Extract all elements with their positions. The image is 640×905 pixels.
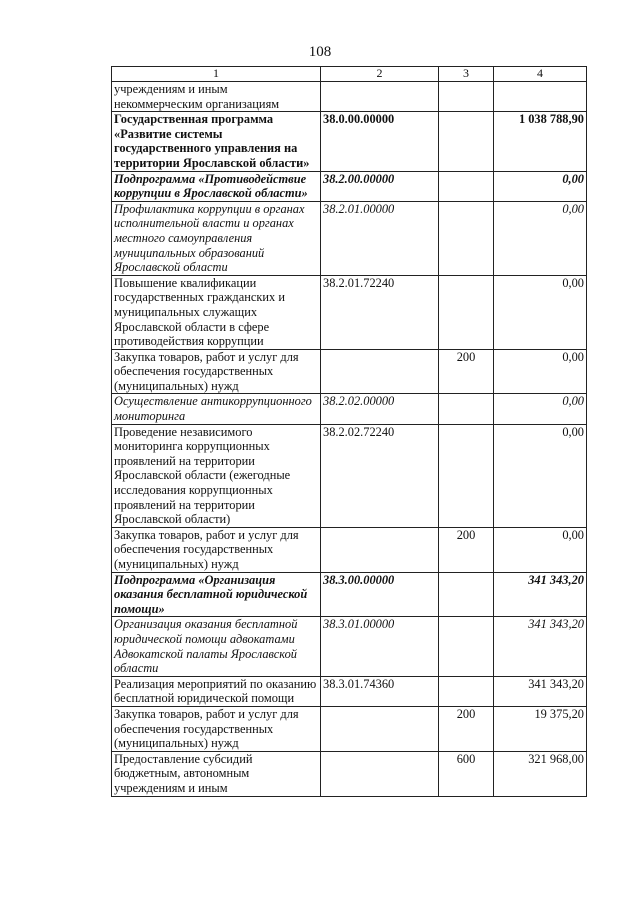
table-row (112, 676, 587, 706)
table-row (112, 394, 587, 424)
table-row (112, 201, 587, 275)
row-group-cell (439, 275, 494, 349)
row-group-cell: 600 (439, 751, 494, 796)
row-group-cell (439, 201, 494, 275)
table-body (112, 82, 587, 797)
row-name-cell: Подпрограмма «Организация оказания бесплатной юридической помощи» (112, 572, 321, 617)
row-amount-cell: 0,00 (494, 349, 587, 394)
table-row (112, 171, 587, 201)
row-group-cell: 200 (439, 349, 494, 394)
row-code-cell: 38.2.02.72240 (321, 424, 439, 527)
table-row (112, 275, 587, 349)
row-group-cell: 200 (439, 706, 494, 751)
row-code-cell (321, 349, 439, 394)
row-name-cell: учреждениям и иным некоммерческим организациям (112, 82, 321, 112)
row-code-cell: 38.3.01.74360 (321, 676, 439, 706)
table-row (112, 527, 587, 572)
row-code-cell: 38.2.00.00000 (321, 171, 439, 201)
row-name-cell: Проведение независимого мониторинга коррупционных проявлений на территории Ярославской области (ежегодные исследования коррупционных проявлений на территории Ярославской области) (112, 424, 321, 527)
row-name-cell: Закупка товаров, работ и услуг для обеспечения государственных (муниципальных) нужд (112, 706, 321, 751)
header-row (112, 67, 587, 82)
row-name-cell: Реализация мероприятий по оказанию бесплатной юридической помощи (112, 676, 321, 706)
row-code-cell: 38.3.00.00000 (321, 572, 439, 617)
row-group-cell (439, 617, 494, 676)
row-name-cell: Государственная программа «Развитие системы государственного управления на территории Ярославской области» (112, 112, 321, 171)
row-amount-cell: 0,00 (494, 394, 587, 424)
header-col-code: 2 (321, 67, 439, 82)
row-code-cell (321, 751, 439, 796)
row-amount-cell: 0,00 (494, 275, 587, 349)
row-name-cell: Повышение квалификации государственных гражданских и муниципальных служащих Ярославской области в сфере противодействия коррупции (112, 275, 321, 349)
table-row (112, 706, 587, 751)
table-row (112, 617, 587, 676)
header-col-name: 1 (112, 67, 321, 82)
row-name-cell: Профилактика коррупции в органах исполнительной власти и органах местного самоуправления муниципальных образований Ярославской области (112, 201, 321, 275)
row-name-cell: Организация оказания бесплатной юридической помощи адвокатами Адвокатской палаты Ярославской области (112, 617, 321, 676)
row-amount-cell: 1 038 788,90 (494, 112, 587, 171)
header-col-amount: 4 (494, 67, 587, 82)
budget-table (111, 66, 587, 797)
row-group-cell: 200 (439, 527, 494, 572)
row-code-cell (321, 527, 439, 572)
row-group-cell (439, 572, 494, 617)
table-row (112, 82, 587, 112)
row-group-cell (439, 112, 494, 171)
row-group-cell (439, 424, 494, 527)
table-row (112, 349, 587, 394)
row-code-cell: 38.2.02.00000 (321, 394, 439, 424)
header-col-group: 3 (439, 67, 494, 82)
row-name-cell: Закупка товаров, работ и услуг для обеспечения государственных (муниципальных) нужд (112, 349, 321, 394)
row-group-cell (439, 82, 494, 112)
row-amount-cell: 341 343,20 (494, 572, 587, 617)
row-group-cell (439, 394, 494, 424)
row-group-cell (439, 171, 494, 201)
row-code-cell: 38.3.01.00000 (321, 617, 439, 676)
row-code-cell: 38.0.00.00000 (321, 112, 439, 171)
row-code-cell (321, 82, 439, 112)
row-code-cell: 38.2.01.72240 (321, 275, 439, 349)
page-number: 108 (308, 44, 332, 60)
row-amount-cell (494, 82, 587, 112)
table-row (112, 424, 587, 527)
row-amount-cell: 0,00 (494, 201, 587, 275)
row-amount-cell: 341 343,20 (494, 676, 587, 706)
row-amount-cell: 341 343,20 (494, 617, 587, 676)
row-amount-cell: 0,00 (494, 527, 587, 572)
row-code-cell (321, 706, 439, 751)
row-amount-cell: 321 968,00 (494, 751, 587, 796)
row-code-cell: 38.2.01.00000 (321, 201, 439, 275)
row-name-cell: Подпрограмма «Противодействие коррупции в Ярославской области» (112, 171, 321, 201)
row-amount-cell: 19 375,20 (494, 706, 587, 751)
row-amount-cell: 0,00 (494, 171, 587, 201)
row-name-cell: Предоставление субсидий бюджетным, автономным учреждениям и иным (112, 751, 321, 796)
row-name-cell: Осуществление антикоррупционного мониторинга (112, 394, 321, 424)
table-row (112, 751, 587, 796)
table-row (112, 112, 587, 171)
row-group-cell (439, 676, 494, 706)
row-name-cell: Закупка товаров, работ и услуг для обеспечения государственных (муниципальных) нужд (112, 527, 321, 572)
table-row (112, 572, 587, 617)
row-amount-cell: 0,00 (494, 424, 587, 527)
table-header (112, 67, 587, 82)
